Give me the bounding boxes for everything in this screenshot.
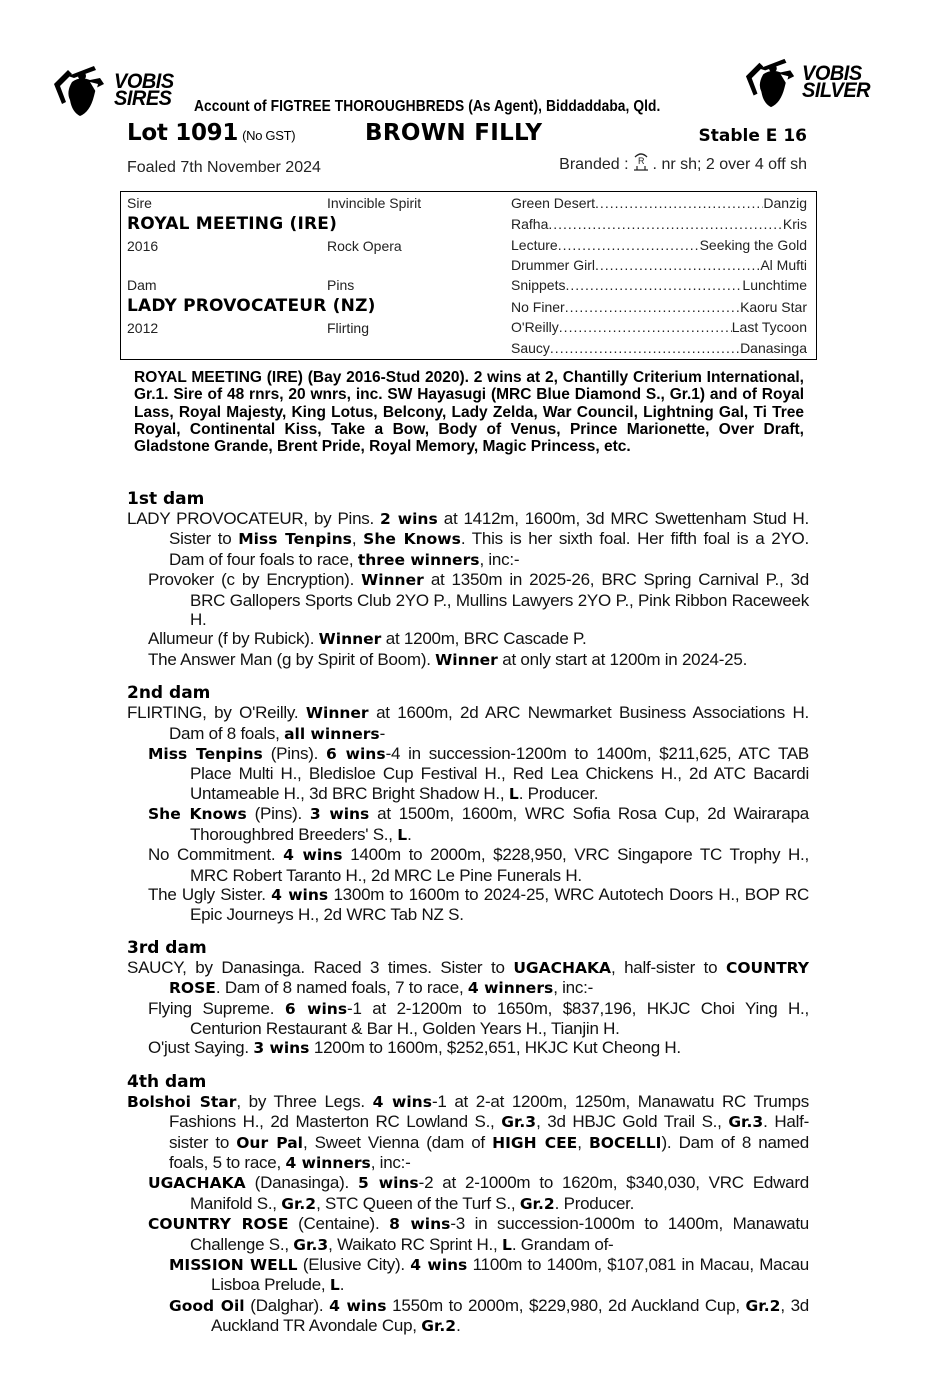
branding — [559, 150, 807, 174]
dam-entry — [127, 509, 809, 570]
progeny-entry — [127, 629, 809, 649]
horse-rider-logo-icon — [742, 55, 800, 109]
progeny-entry — [127, 845, 809, 885]
branded-detail: . nr sh; 2 over 4 off sh — [652, 156, 807, 173]
highlight: Gr.3 — [501, 1113, 537, 1132]
highlight: Gr.2 — [519, 1194, 555, 1213]
logo-line2: SIRES — [114, 87, 172, 110]
highlight: Winner — [435, 650, 498, 669]
highlight: 8 wins — [389, 1215, 451, 1234]
sire-sire: Invincible Spirit — [327, 195, 422, 211]
horse-name: Bolshoi Star — [127, 1092, 237, 1111]
text: , Sweet Vienna (dam of — [302, 1132, 493, 1152]
gg-right: Kris — [782, 216, 807, 232]
text: , Waikato RC Sprint H., — [328, 1234, 502, 1254]
lot-label: Lot 1091 — [127, 120, 239, 146]
logo-line1: VOBIS — [114, 70, 174, 93]
horse-name: COUNTRY ROSE — [148, 1215, 289, 1234]
gg-right: Danasinga — [740, 340, 807, 356]
dam-name: LADY PROVOCATEUR (NZ) — [127, 296, 376, 316]
text: at 1600m, 2d ARC Newmarket Business Associations H. Dam of 8 foals, — [169, 703, 810, 743]
gst-note: (No GST) — [242, 128, 296, 143]
text: Flying Supreme. — [148, 998, 285, 1018]
text: 1100m to 1400m, $107,081 in Macau, Macau Lisboa Prelude, — [211, 1255, 810, 1295]
logo-wordmark — [114, 70, 177, 110]
text: , half-sister to — [610, 957, 726, 977]
second-dam-section — [127, 683, 809, 924]
highlight: 4 winners — [467, 979, 554, 998]
logo-wordmark — [802, 62, 874, 102]
gg-left: Snippets — [511, 277, 566, 293]
text: No Commitment. — [148, 845, 284, 865]
text: at 1500m, 1600m, WRC Sofia Rosa Cup, 2d Wairarapa Thoroughbred Breeders' S., — [190, 804, 809, 844]
text: (Danasinga). — [245, 1173, 359, 1193]
text: at 1412m, 1600m, 3d MRC Swettenham Stud H. Sister to — [169, 509, 809, 549]
text: -1 at 2-1200m to 1650m, $837,196, HKJC Choi Ying H., Centurion Restaurant & Bar H., Golden Years H., Tianjin H. — [190, 998, 810, 1038]
text: -1 at 2-at 1200m, 1250m, Manawatu RC Trumps Fashions H., 2d Masterton RC Lowland S., — [169, 1091, 809, 1132]
highlight: Gr.3 — [728, 1113, 764, 1132]
highlight: 4 winners — [285, 1153, 371, 1172]
progeny-entry — [127, 1214, 809, 1255]
grandparent-row — [511, 277, 807, 293]
section-heading: 1st dam — [127, 489, 205, 509]
gg-right: Danzig — [763, 195, 807, 211]
gg-left: Lecture — [511, 237, 558, 253]
text: . — [407, 824, 412, 844]
gg-left: Drummer Girl — [511, 257, 595, 273]
grandparent-row — [511, 257, 807, 273]
text: -3 in succession-1000m to 1400m, Manawatu Challenge S., — [190, 1214, 810, 1254]
text: -4 in succession-1200m to 1400m, $211,625, ATC TAB Place Multi H., Bledisloe Cup Festival H., Red Lea Chickens H., 2d ATC Bacardi Untameable H., 3d BRC Bright Shadow H., — [190, 744, 810, 803]
highlight: HIGH CEE — [492, 1133, 578, 1152]
text: SAUCY, by Danasinga. Raced 3 times. Sister to — [127, 957, 514, 977]
sire-year: 2016 — [127, 238, 159, 254]
text: - — [379, 723, 386, 743]
horse-name: UGACHAKA — [148, 1174, 246, 1193]
highlight: all winners — [284, 724, 380, 743]
text: The Ugly Sister. — [148, 884, 272, 904]
text: , inc:- — [553, 978, 593, 998]
text: at 1350m in 2025-26, BRC Spring Carnival P., 3d BRC Gallopers Sports Club 2YO P., Mullins Lawyers 2YO P., Pink Ribbon Raceweek H. — [190, 570, 809, 630]
section-heading: 4th dam — [127, 1071, 207, 1092]
text: (Dalghar). — [244, 1295, 330, 1315]
highlight: 6 wins — [326, 745, 386, 764]
progeny-entry — [127, 570, 809, 629]
highlight: 3 wins — [309, 805, 370, 824]
horse-name: MISSION WELL — [169, 1256, 298, 1274]
text: LADY PROVOCATEUR, by Pins. — [127, 509, 381, 528]
highlight: L — [329, 1276, 340, 1295]
dam-family — [127, 489, 809, 1350]
logo-line1: VOBIS — [802, 62, 862, 85]
dam-entry — [127, 703, 809, 744]
dam-label: Dam — [127, 277, 157, 293]
dam-entry — [127, 1092, 809, 1174]
text: , 3d HBJC Gold Trail S., — [536, 1112, 729, 1132]
text: . Producer. — [554, 1193, 635, 1213]
branded-label: Branded : — [559, 156, 629, 173]
dam-year: 2012 — [127, 320, 159, 336]
text: 1300m to 1600m to 2024-25, WRC Autotech Doors H., BOP RC Epic Journeys H., 2d WRC Tab NZ S. — [190, 884, 809, 925]
text: (Pins). — [246, 804, 310, 824]
text: , — [351, 529, 364, 549]
text: . — [339, 1275, 345, 1295]
progeny-entry — [127, 650, 809, 670]
horse-name: Good Oil — [169, 1296, 245, 1315]
gg-left: Saucy — [511, 340, 550, 356]
text: The Answer Man (g by Spirit of Boom). — [148, 649, 436, 669]
grandparent-row — [511, 237, 807, 253]
highlight: 2 wins — [380, 510, 438, 528]
horse-name: Miss Tenpins — [148, 745, 263, 764]
text: . Half-sister to — [169, 1112, 809, 1152]
highlight: Our Pal — [236, 1133, 303, 1152]
highlight: 4 wins — [271, 885, 329, 904]
text: 1200m to 1600m, $252,651, HKJC Kut Cheong H. — [309, 1038, 681, 1058]
horse-rider-logo-icon — [50, 62, 110, 118]
text: , STC Queen of the Turf S., — [316, 1193, 520, 1213]
progeny-entry — [127, 1038, 809, 1058]
foaled-date: Foaled 7th November 2024 — [127, 159, 321, 176]
highlight: Gr.2 — [745, 1296, 781, 1315]
grandparent-row — [511, 319, 807, 335]
progeny-entry — [127, 999, 809, 1039]
highlight: 3 wins — [253, 1039, 310, 1058]
highlight: COUNTRY ROSE — [169, 958, 809, 998]
gg-left: No Finer — [511, 299, 565, 315]
gg-left: Rafha — [511, 216, 549, 232]
gg-right: Last Tycoon — [731, 319, 807, 335]
highlight: Gr.3 — [293, 1235, 329, 1254]
sire-name: ROYAL MEETING (IRE) — [127, 214, 338, 234]
grandparent-row — [511, 216, 807, 232]
highlight: L — [501, 1235, 512, 1254]
highlight: Gr.2 — [421, 1317, 457, 1336]
text: O'just Saying. — [148, 1038, 254, 1058]
progeny-entry — [127, 885, 809, 925]
gg-right: Lunchtime — [742, 277, 807, 293]
text: . This is her sixth foal. Her fifth foal is a 2YO. Dam of four foals to race, — [169, 529, 809, 569]
highlight: UGACHAKA — [513, 958, 611, 977]
highlight: 4 wins — [372, 1092, 432, 1111]
highlight: 4 wins — [283, 846, 343, 865]
highlight: BOCELLI — [588, 1133, 662, 1152]
text: , inc:- — [479, 549, 520, 569]
sire-label: Sire — [127, 195, 152, 211]
progeny-entry — [127, 1173, 809, 1214]
section-heading: 2nd dam — [127, 683, 211, 704]
progeny-entry — [127, 744, 809, 804]
text: ). Dam of 8 named foals, 5 to race, — [169, 1132, 809, 1172]
text: at only start at 1200m in 2024-25. — [497, 649, 748, 669]
text: (Centaine). — [288, 1214, 390, 1234]
dam-entry — [127, 958, 809, 999]
highlight: L — [397, 825, 408, 844]
text: -2 at 2-1000m to 1620m, $340,030, VRC Edward Manifold S., — [190, 1173, 809, 1213]
gg-right: Seeking the Gold — [699, 237, 807, 253]
pedigree-table — [120, 191, 817, 360]
dam-sire: Pins — [327, 277, 355, 293]
gg-left: O'Reilly — [511, 319, 559, 335]
text: FLIRTING, by O'Reilly. — [127, 703, 306, 723]
grandparent-row — [511, 299, 807, 315]
highlight: 6 wins — [284, 999, 348, 1018]
text: at 1200m, BRC Cascade P. — [381, 629, 587, 649]
fourth-dam-section — [127, 1072, 809, 1337]
highlight: Winner — [305, 704, 369, 723]
highlight: L — [508, 784, 519, 803]
highlight: Winner — [361, 571, 424, 590]
text: , inc:- — [370, 1152, 411, 1172]
highlight: 4 wins — [329, 1296, 387, 1315]
gg-right: Kaoru Star — [740, 299, 807, 315]
brand-mark-icon — [630, 150, 652, 174]
vendor-account: Account of FIGTREE THOROUGHBREDS (As Agent), Biddaddaba, Qld. — [194, 98, 661, 115]
text: , by Three Legs. — [236, 1091, 373, 1111]
highlight: 5 wins — [358, 1174, 419, 1193]
gg-right: Al Mufti — [760, 257, 807, 273]
grandparent-row — [511, 340, 807, 356]
logo-line2: SILVER — [802, 79, 871, 102]
grand-progeny-entry — [127, 1296, 809, 1337]
highlight: Miss Tenpins — [238, 530, 352, 549]
svg-text:R: R — [637, 156, 645, 166]
text: 1550m to 2000m, $229,980, 2d Auckland Cup, — [386, 1295, 746, 1315]
dam-dam: Flirting — [327, 320, 370, 336]
highlight: 4 wins — [410, 1256, 468, 1274]
text: . Grandam of- — [511, 1234, 614, 1254]
text: Provoker (c by Encryption). — [148, 570, 362, 590]
vobis-sires-logo — [50, 62, 177, 118]
text: , — [577, 1132, 589, 1152]
highlight: Winner — [318, 630, 382, 649]
text: 1400m to 2000m, $228,950, VRC Singapore TC Trophy H., MRC Robert Taranto H., 2d MRC Le Pine Funerals H. — [190, 845, 809, 885]
text: Allumeur (f by Rubick). — [148, 629, 319, 649]
highlight: She Knows — [363, 530, 461, 549]
sire-dam: Rock Opera — [327, 238, 402, 254]
text: , 3d Auckland TR Avondale Cup, — [211, 1295, 809, 1336]
grandparent-row — [511, 195, 807, 211]
first-dam-section — [127, 489, 809, 670]
highlight: Gr.2 — [281, 1194, 317, 1213]
text: (Elusive City). — [297, 1255, 411, 1274]
sex-colour: BROWN FILLY — [365, 120, 543, 146]
section-heading: 3rd dam — [127, 937, 207, 958]
text: (Pins). — [262, 744, 327, 764]
lot-line — [127, 120, 807, 150]
vobis-silver-logo — [742, 55, 874, 109]
horse-name: She Knows — [148, 805, 247, 824]
stable-location: Stable E 16 — [698, 126, 807, 146]
grand-progeny-entry — [127, 1255, 809, 1296]
gg-left: Green Desert — [511, 195, 596, 211]
text: . — [456, 1316, 461, 1336]
lot-number — [127, 120, 295, 146]
text: . Dam of 8 named foals, 7 to race, — [215, 978, 468, 998]
third-dam-section — [127, 938, 809, 1059]
sire-summary: ROYAL MEETING (IRE) (Bay 2016-Stud 2020). 2 wins at 2, Chantilly Criterium International, Gr.1. Sire of 48 rnrs, 20 wnrs, inc. SW Hayasugi (MRC Blue Diamond S., Gr.1) and of Royal Lass, Royal Majesty, King Lotus, Belcony, Lady Zelda, War Council, Lightning Gal, Ti Tree Royal, Continental Kiss, Take a Bow, Body of Venus, Prince Marionette, Over Draft, Gladstone Grande, Brent Pride, Royal Memory, Magic Princess, etc. — [134, 369, 804, 456]
text: . Producer. — [518, 783, 599, 803]
progeny-entry — [127, 804, 809, 845]
highlight: three winners — [357, 550, 480, 569]
